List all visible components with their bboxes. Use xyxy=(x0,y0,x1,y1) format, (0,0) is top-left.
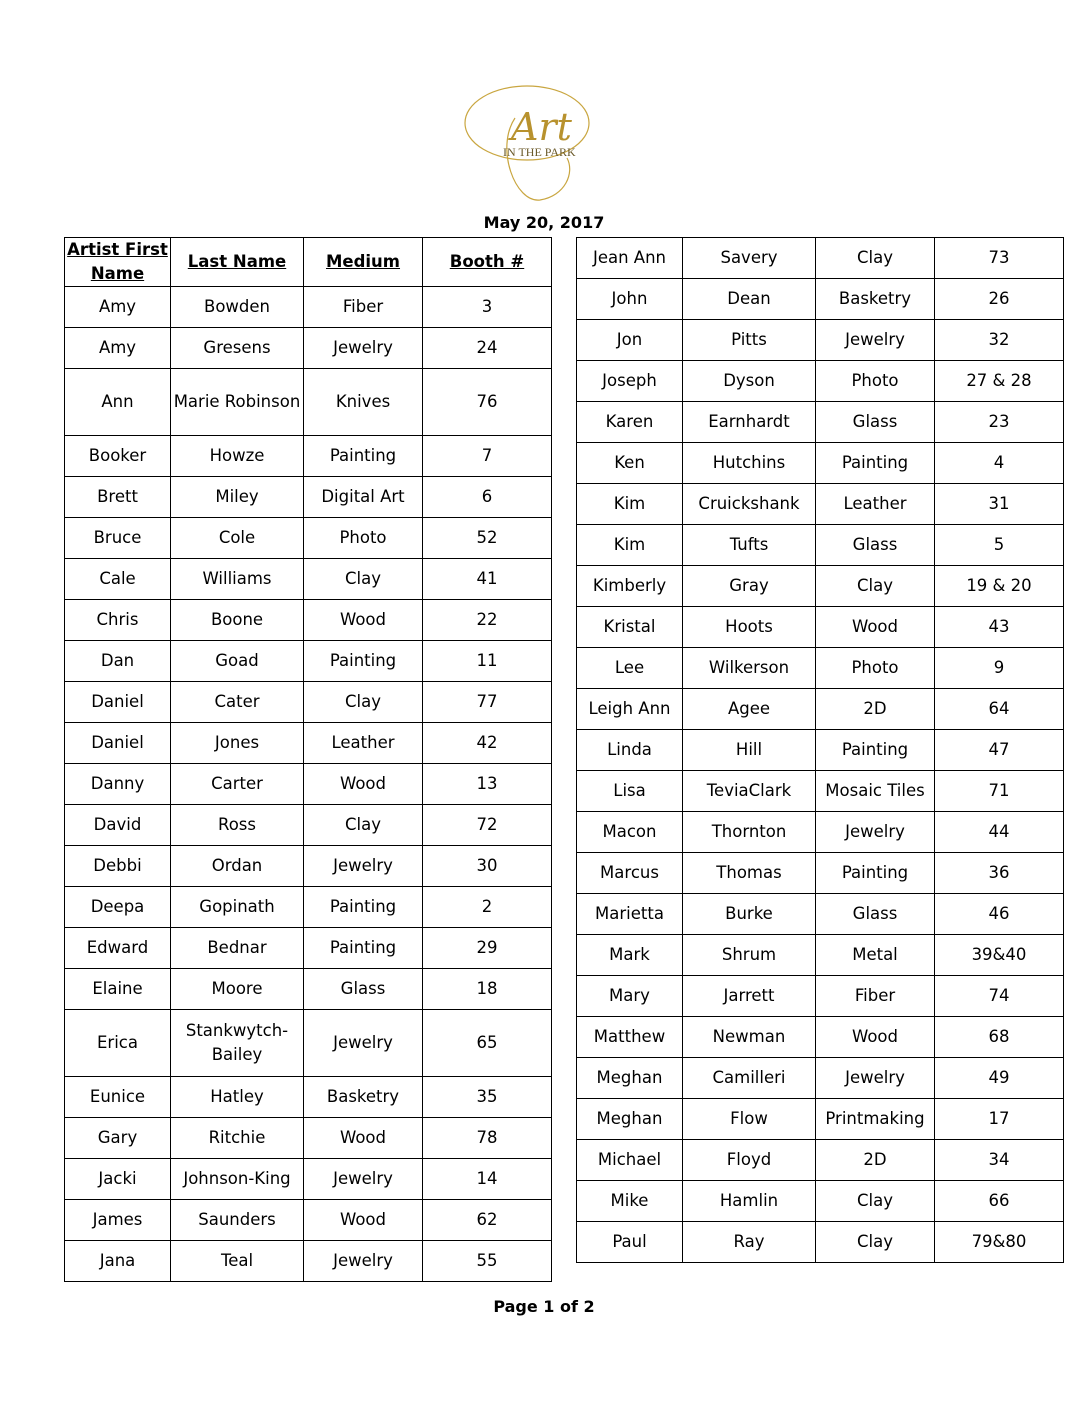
event-date: May 20, 2017 xyxy=(483,213,605,232)
table-row xyxy=(65,928,552,969)
cell-medium: Wood xyxy=(304,600,423,641)
table-row xyxy=(577,935,1064,976)
cell-medium: Glass xyxy=(304,969,423,1010)
cell-booth: 32 xyxy=(935,320,1064,361)
cell-medium: Photo xyxy=(816,361,935,402)
cell-first-name: Michael xyxy=(577,1140,683,1181)
table-row xyxy=(577,402,1064,443)
cell-first-name: Lee xyxy=(577,648,683,689)
table-row xyxy=(65,846,552,887)
column-header-last-name: Last Name xyxy=(171,238,304,287)
cell-first-name: Kristal xyxy=(577,607,683,648)
column-header-booth: Booth # xyxy=(423,238,552,287)
cell-medium: Printmaking xyxy=(816,1099,935,1140)
cell-medium: Jewelry xyxy=(304,1241,423,1282)
cell-medium: Glass xyxy=(816,402,935,443)
cell-first-name: Erica xyxy=(65,1010,171,1077)
cell-first-name: Amy xyxy=(65,287,171,328)
table-row xyxy=(65,764,552,805)
cell-booth: 19 & 20 xyxy=(935,566,1064,607)
cell-last-name: Pitts xyxy=(683,320,816,361)
cell-medium: Fiber xyxy=(816,976,935,1017)
table-row xyxy=(65,1159,552,1200)
table-row xyxy=(577,853,1064,894)
cell-last-name: Marie Robinson xyxy=(171,369,304,436)
cell-booth: 31 xyxy=(935,484,1064,525)
table-row xyxy=(65,518,552,559)
artist-table-left-body xyxy=(65,287,552,1282)
cell-medium: Jewelry xyxy=(816,1058,935,1099)
table-row xyxy=(65,600,552,641)
cell-first-name: Paul xyxy=(577,1222,683,1263)
cell-first-name: Edward xyxy=(65,928,171,969)
cell-last-name: Goad xyxy=(171,641,304,682)
cell-booth: 43 xyxy=(935,607,1064,648)
cell-last-name: Saunders xyxy=(171,1200,304,1241)
cell-first-name: Meghan xyxy=(577,1058,683,1099)
cell-last-name: Boone xyxy=(171,600,304,641)
cell-booth: 44 xyxy=(935,812,1064,853)
cell-last-name: Ordan xyxy=(171,846,304,887)
cell-first-name: Ann xyxy=(65,369,171,436)
table-row xyxy=(65,1077,552,1118)
cell-first-name: Joseph xyxy=(577,361,683,402)
table-row xyxy=(577,484,1064,525)
cell-first-name: Kim xyxy=(577,525,683,566)
cell-first-name: Jean Ann xyxy=(577,238,683,279)
cell-booth: 17 xyxy=(935,1099,1064,1140)
table-row xyxy=(65,1241,552,1282)
cell-booth: 46 xyxy=(935,894,1064,935)
cell-first-name: Meghan xyxy=(577,1099,683,1140)
art-in-the-park-logo xyxy=(455,78,605,208)
table-row xyxy=(577,1222,1064,1263)
cell-medium: Painting xyxy=(304,928,423,969)
cell-first-name: Ken xyxy=(577,443,683,484)
table-row xyxy=(65,1010,552,1077)
table-row xyxy=(65,369,552,436)
cell-first-name: Marietta xyxy=(577,894,683,935)
cell-first-name: Mary xyxy=(577,976,683,1017)
cell-last-name: Ritchie xyxy=(171,1118,304,1159)
column-header-medium: Medium xyxy=(304,238,423,287)
cell-medium: 2D xyxy=(816,689,935,730)
cell-medium: Glass xyxy=(816,525,935,566)
cell-last-name: TeviaClark xyxy=(683,771,816,812)
cell-booth: 22 xyxy=(423,600,552,641)
logo-script-text: Art xyxy=(511,105,572,149)
cell-last-name: Hutchins xyxy=(683,443,816,484)
table-row xyxy=(577,1058,1064,1099)
cell-medium: Jewelry xyxy=(304,1010,423,1077)
cell-last-name: Miley xyxy=(171,477,304,518)
table-row xyxy=(65,887,552,928)
cell-booth: 24 xyxy=(423,328,552,369)
cell-last-name: Earnhardt xyxy=(683,402,816,443)
cell-medium: 2D xyxy=(816,1140,935,1181)
table-row xyxy=(65,969,552,1010)
cell-medium: Digital Art xyxy=(304,477,423,518)
cell-medium: Mosaic Tiles xyxy=(816,771,935,812)
cell-medium: Painting xyxy=(816,443,935,484)
cell-last-name: Moore xyxy=(171,969,304,1010)
cell-booth: 5 xyxy=(935,525,1064,566)
cell-booth: 68 xyxy=(935,1017,1064,1058)
table-row xyxy=(577,648,1064,689)
cell-medium: Wood xyxy=(304,764,423,805)
cell-medium: Basketry xyxy=(304,1077,423,1118)
cell-booth: 4 xyxy=(935,443,1064,484)
cell-last-name: Hatley xyxy=(171,1077,304,1118)
cell-last-name: Shrum xyxy=(683,935,816,976)
cell-first-name: Kim xyxy=(577,484,683,525)
cell-booth: 55 xyxy=(423,1241,552,1282)
cell-medium: Jewelry xyxy=(304,846,423,887)
cell-last-name: Thornton xyxy=(683,812,816,853)
table-row xyxy=(577,812,1064,853)
cell-first-name: Danny xyxy=(65,764,171,805)
cell-first-name: Linda xyxy=(577,730,683,771)
column-header-first-name: Artist First Name xyxy=(65,238,171,287)
table-row xyxy=(65,287,552,328)
cell-first-name: Karen xyxy=(577,402,683,443)
cell-last-name: Hamlin xyxy=(683,1181,816,1222)
cell-medium: Basketry xyxy=(816,279,935,320)
cell-first-name: Leigh Ann xyxy=(577,689,683,730)
table-row xyxy=(577,1181,1064,1222)
cell-first-name: John xyxy=(577,279,683,320)
cell-medium: Jewelry xyxy=(304,328,423,369)
cell-first-name: Lisa xyxy=(577,771,683,812)
cell-medium: Jewelry xyxy=(816,812,935,853)
cell-booth: 65 xyxy=(423,1010,552,1077)
table-row xyxy=(65,682,552,723)
cell-first-name: Deepa xyxy=(65,887,171,928)
cell-medium: Leather xyxy=(816,484,935,525)
cell-booth: 72 xyxy=(423,805,552,846)
cell-first-name: Eunice xyxy=(65,1077,171,1118)
cell-last-name: Bowden xyxy=(171,287,304,328)
cell-last-name: Burke xyxy=(683,894,816,935)
cell-booth: 27 & 28 xyxy=(935,361,1064,402)
cell-last-name: Cole xyxy=(171,518,304,559)
cell-booth: 26 xyxy=(935,279,1064,320)
table-row xyxy=(65,477,552,518)
cell-medium: Clay xyxy=(816,566,935,607)
cell-medium: Clay xyxy=(816,1222,935,1263)
table-row xyxy=(65,328,552,369)
cell-last-name: Savery xyxy=(683,238,816,279)
cell-booth: 62 xyxy=(423,1200,552,1241)
cell-booth: 35 xyxy=(423,1077,552,1118)
cell-last-name: Dean xyxy=(683,279,816,320)
logo-subtitle-text: IN THE PARK xyxy=(503,145,576,159)
cell-first-name: David xyxy=(65,805,171,846)
cell-booth: 66 xyxy=(935,1181,1064,1222)
cell-first-name: Matthew xyxy=(577,1017,683,1058)
table-row xyxy=(577,894,1064,935)
cell-booth: 9 xyxy=(935,648,1064,689)
table-row xyxy=(65,436,552,477)
cell-medium: Jewelry xyxy=(816,320,935,361)
cell-medium: Leather xyxy=(304,723,423,764)
cell-last-name: Ross xyxy=(171,805,304,846)
cell-last-name: Jarrett xyxy=(683,976,816,1017)
cell-first-name: Debbi xyxy=(65,846,171,887)
table-row xyxy=(577,689,1064,730)
artist-table-left xyxy=(64,237,552,1282)
cell-medium: Wood xyxy=(304,1118,423,1159)
cell-last-name: Ray xyxy=(683,1222,816,1263)
cell-first-name: Daniel xyxy=(65,723,171,764)
cell-booth: 49 xyxy=(935,1058,1064,1099)
table-row xyxy=(577,1017,1064,1058)
cell-booth: 6 xyxy=(423,477,552,518)
cell-last-name: Floyd xyxy=(683,1140,816,1181)
cell-booth: 3 xyxy=(423,287,552,328)
cell-first-name: Kimberly xyxy=(577,566,683,607)
table-row xyxy=(577,443,1064,484)
cell-medium: Clay xyxy=(304,559,423,600)
cell-booth: 41 xyxy=(423,559,552,600)
cell-last-name: Thomas xyxy=(683,853,816,894)
cell-booth: 34 xyxy=(935,1140,1064,1181)
cell-booth: 42 xyxy=(423,723,552,764)
cell-medium: Painting xyxy=(816,730,935,771)
table-row xyxy=(577,361,1064,402)
cell-medium: Photo xyxy=(816,648,935,689)
table-row xyxy=(577,320,1064,361)
table-row xyxy=(577,1140,1064,1181)
cell-first-name: Brett xyxy=(65,477,171,518)
cell-medium: Clay xyxy=(304,805,423,846)
cell-booth: 73 xyxy=(935,238,1064,279)
table-row xyxy=(577,730,1064,771)
cell-last-name: Gray xyxy=(683,566,816,607)
cell-medium: Wood xyxy=(816,607,935,648)
cell-last-name: Hill xyxy=(683,730,816,771)
cell-medium: Painting xyxy=(304,887,423,928)
cell-medium: Photo xyxy=(304,518,423,559)
cell-first-name: Daniel xyxy=(65,682,171,723)
cell-last-name: Stankwytch-Bailey xyxy=(171,1010,304,1077)
table-row xyxy=(65,641,552,682)
cell-last-name: Teal xyxy=(171,1241,304,1282)
cell-last-name: Agee xyxy=(683,689,816,730)
cell-first-name: Mike xyxy=(577,1181,683,1222)
cell-first-name: Mark xyxy=(577,935,683,976)
cell-first-name: Dan xyxy=(65,641,171,682)
cell-first-name: Jana xyxy=(65,1241,171,1282)
cell-medium: Fiber xyxy=(304,287,423,328)
cell-booth: 64 xyxy=(935,689,1064,730)
cell-booth: 30 xyxy=(423,846,552,887)
cell-booth: 47 xyxy=(935,730,1064,771)
cell-last-name: Tufts xyxy=(683,525,816,566)
table-row xyxy=(577,976,1064,1017)
cell-first-name: Booker xyxy=(65,436,171,477)
cell-booth: 18 xyxy=(423,969,552,1010)
cell-last-name: Jones xyxy=(171,723,304,764)
cell-last-name: Cruickshank xyxy=(683,484,816,525)
cell-first-name: Bruce xyxy=(65,518,171,559)
cell-medium: Glass xyxy=(816,894,935,935)
cell-booth: 52 xyxy=(423,518,552,559)
cell-booth: 71 xyxy=(935,771,1064,812)
cell-medium: Wood xyxy=(304,1200,423,1241)
cell-first-name: Cale xyxy=(65,559,171,600)
cell-last-name: Flow xyxy=(683,1099,816,1140)
cell-booth: 36 xyxy=(935,853,1064,894)
table-row xyxy=(577,771,1064,812)
cell-booth: 23 xyxy=(935,402,1064,443)
cell-booth: 7 xyxy=(423,436,552,477)
cell-last-name: Hoots xyxy=(683,607,816,648)
cell-booth: 76 xyxy=(423,369,552,436)
table-row xyxy=(577,1099,1064,1140)
cell-first-name: Marcus xyxy=(577,853,683,894)
cell-medium: Wood xyxy=(816,1017,935,1058)
cell-first-name: Jacki xyxy=(65,1159,171,1200)
page-number: Page 1 of 2 xyxy=(493,1297,595,1316)
cell-medium: Metal xyxy=(816,935,935,976)
cell-first-name: Chris xyxy=(65,600,171,641)
cell-last-name: Gopinath xyxy=(171,887,304,928)
cell-medium: Clay xyxy=(816,238,935,279)
cell-booth: 39&40 xyxy=(935,935,1064,976)
cell-booth: 14 xyxy=(423,1159,552,1200)
table-row xyxy=(65,1118,552,1159)
cell-last-name: Dyson xyxy=(683,361,816,402)
table-row xyxy=(577,525,1064,566)
cell-medium: Knives xyxy=(304,369,423,436)
cell-medium: Painting xyxy=(304,436,423,477)
cell-first-name: James xyxy=(65,1200,171,1241)
cell-last-name: Newman xyxy=(683,1017,816,1058)
cell-last-name: Johnson-King xyxy=(171,1159,304,1200)
cell-last-name: Howze xyxy=(171,436,304,477)
cell-booth: 79&80 xyxy=(935,1222,1064,1263)
cell-last-name: Williams xyxy=(171,559,304,600)
cell-medium: Painting xyxy=(816,853,935,894)
cell-last-name: Wilkerson xyxy=(683,648,816,689)
artist-table-right-body xyxy=(577,238,1064,1263)
cell-booth: 78 xyxy=(423,1118,552,1159)
cell-booth: 11 xyxy=(423,641,552,682)
cell-booth: 13 xyxy=(423,764,552,805)
cell-medium: Jewelry xyxy=(304,1159,423,1200)
table-row xyxy=(577,238,1064,279)
table-row xyxy=(65,723,552,764)
artist-table-right xyxy=(576,237,1064,1263)
cell-last-name: Carter xyxy=(171,764,304,805)
cell-first-name: Gary xyxy=(65,1118,171,1159)
cell-booth: 2 xyxy=(423,887,552,928)
table-row xyxy=(577,279,1064,320)
table-row xyxy=(65,805,552,846)
cell-first-name: Elaine xyxy=(65,969,171,1010)
cell-medium: Clay xyxy=(816,1181,935,1222)
cell-booth: 77 xyxy=(423,682,552,723)
cell-first-name: Macon xyxy=(577,812,683,853)
cell-medium: Clay xyxy=(304,682,423,723)
table-row xyxy=(577,566,1064,607)
cell-first-name: Jon xyxy=(577,320,683,361)
table-row xyxy=(65,559,552,600)
cell-last-name: Camilleri xyxy=(683,1058,816,1099)
cell-booth: 29 xyxy=(423,928,552,969)
cell-medium: Painting xyxy=(304,641,423,682)
cell-last-name: Cater xyxy=(171,682,304,723)
cell-last-name: Gresens xyxy=(171,328,304,369)
table-row xyxy=(65,1200,552,1241)
cell-first-name: Amy xyxy=(65,328,171,369)
cell-last-name: Bednar xyxy=(171,928,304,969)
table-row xyxy=(577,607,1064,648)
cell-booth: 74 xyxy=(935,976,1064,1017)
